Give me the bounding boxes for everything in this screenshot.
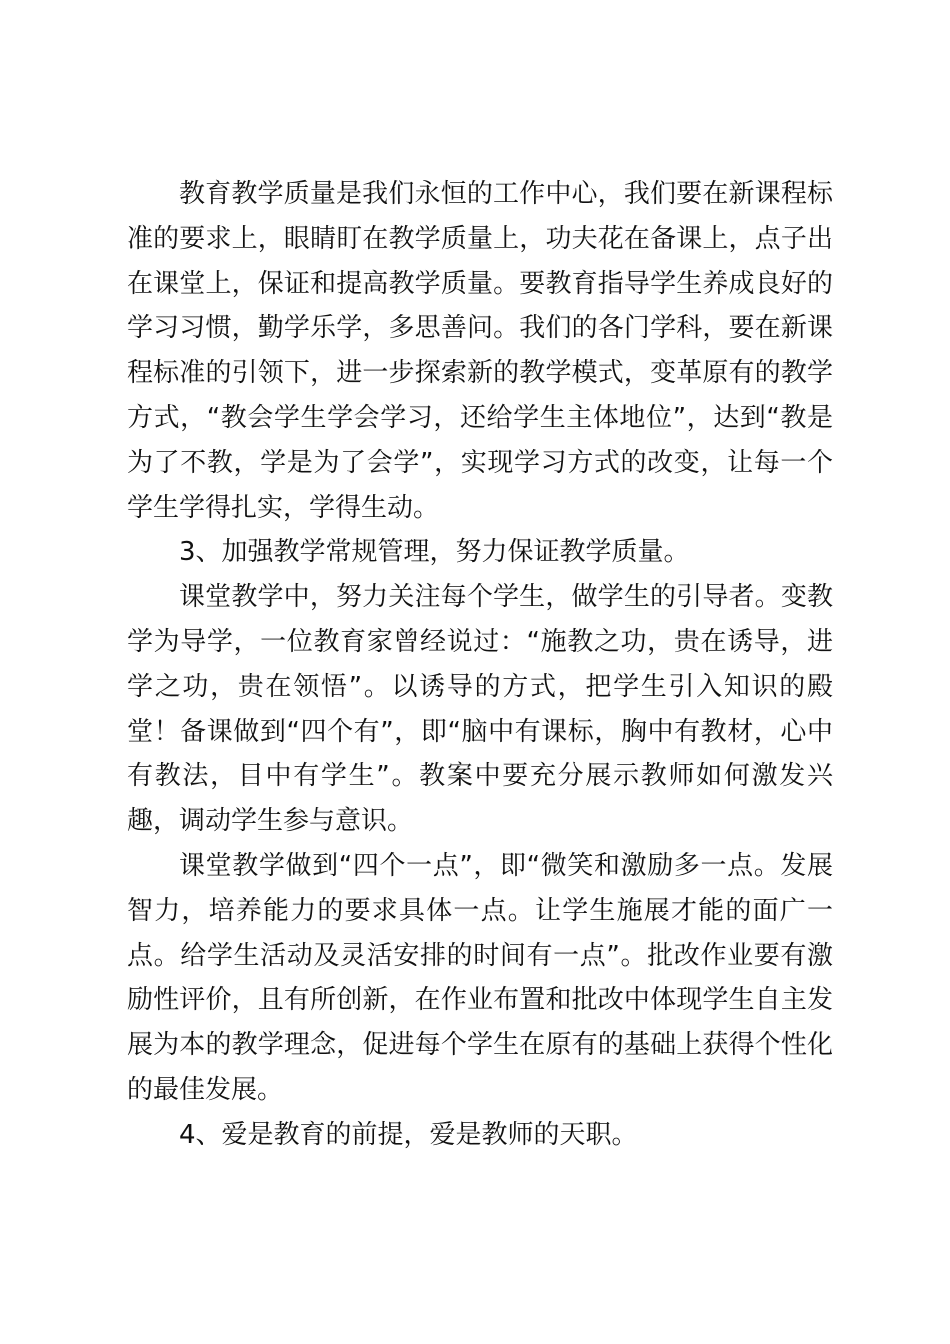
heading-item-3: 3、加强教学常规管理，努力保证教学质量。 [179,537,690,568]
paragraph-classroom-teaching: 课堂教学中，努力关注每个学生，做学生的引导者。变教学为导学，一位教育家曾经说过：“施教之功，贵在诱导，进学之功，贵在领悟”。以诱导的方式，把学生引入知识的殿堂！备课做到“四个有”，即“脑中有课标，胸中有教材，心中有教法，目中有学生”。教案中要充分展示教师如何激发兴趣，调动学生参与意识。 [127,582,833,837]
heading-item-4: 4、爱是教育的前提，爱是教师的天职。 [179,1119,638,1150]
paragraph-teaching-quality: 教育教学质量是我们永恒的工作中心，我们要在新课程标准的要求上，眼睛盯在教学质量上，功夫花在备课上，点子出在课堂上，保证和提高教学质量。要教育指导学生养成良好的学习习惯，勤学乐学，多思善问。我们的各门学科，要在新课程标准的引领下，进一步探索新的教学模式，变革原有的教学方式，“教会学生学会学习，还给学生主体地位”，达到“教是为了不教，学是为了会学”，实现学习方式的改变，让每一个学生学得扎实，学得生动。 [127,179,833,523]
paragraph-four-points: 课堂教学做到“四个一点”，即“微笑和激励多一点。发展智力，培养能力的要求具体一点。让学生施展才能的面广一点。给学生活动及灵活安排的时间有一点”。批改作业要有激励性评价，且有所创新，在作业布置和批改中体现学生自主发展为本的教学理念，促进每个学生在原有的基础上获得个性化的最佳发展。 [127,850,833,1105]
document-body [127,172,833,1158]
